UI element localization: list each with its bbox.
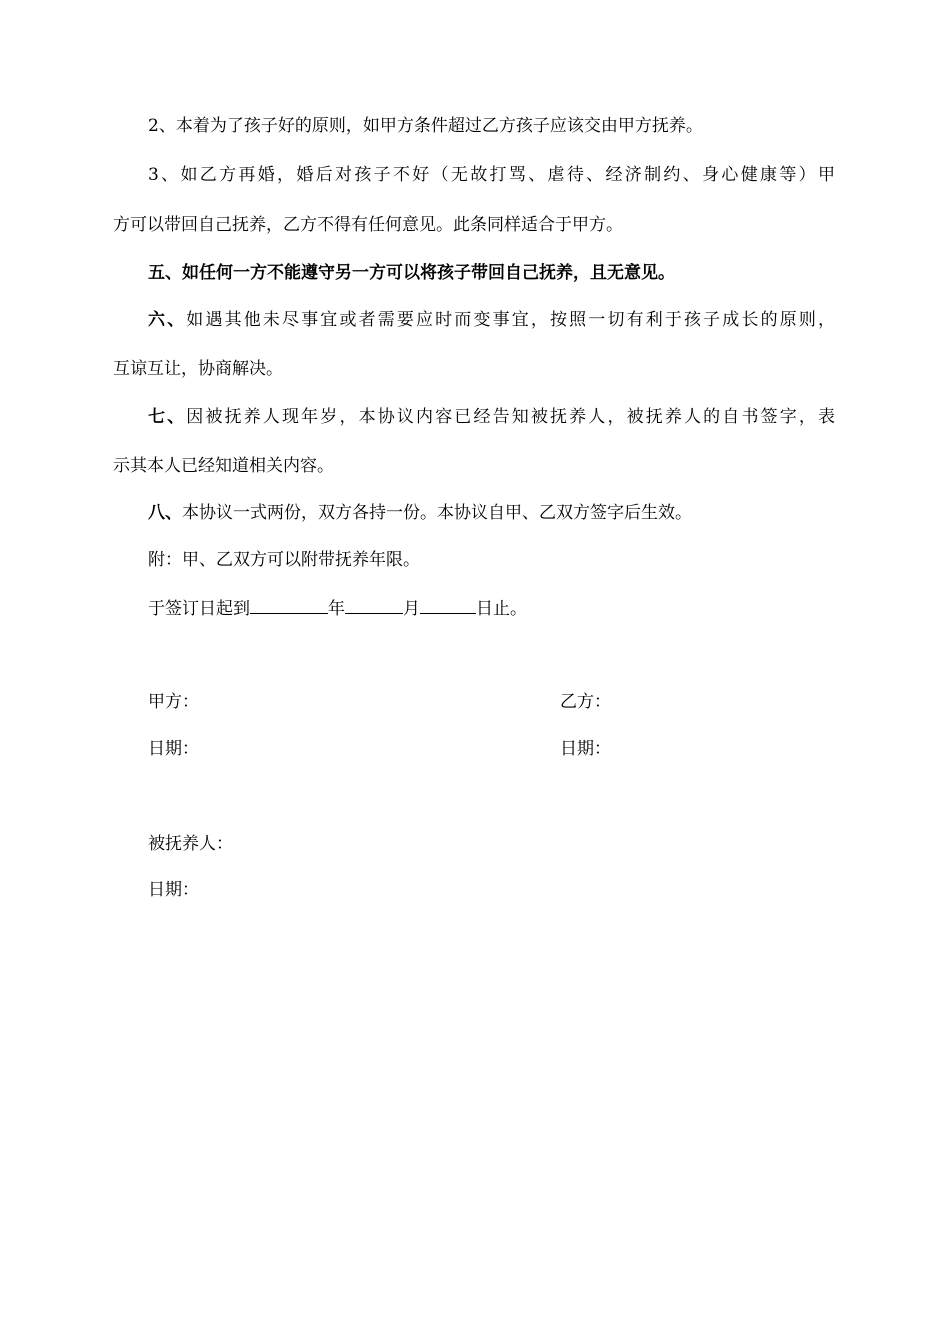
party-a-signature-label: 甲方： — [148, 692, 199, 712]
term-day-label: 日止。 — [476, 599, 527, 619]
appendix-note: 附：甲、乙双方可以附带抚养年限。 — [148, 550, 420, 570]
term-prefix: 于签订日起到 — [148, 599, 250, 619]
party-a-date-label: 日期： — [148, 739, 199, 759]
day-blank[interactable] — [420, 596, 476, 614]
dependent-signature-label: 被抚养人： — [148, 834, 233, 854]
party-b-signature-label: 乙方： — [560, 692, 611, 712]
clause-2: 2、本着为了孩子好的原则，如甲方条件超过乙方孩子应该交由甲方抚养。 — [148, 116, 703, 136]
term-line — [148, 596, 527, 620]
section-6-text: 如遇其他未尽事宜或者需要应时而变事宜，按照一切有利于孩子成长的原则， — [186, 310, 836, 330]
section-8 — [148, 502, 692, 524]
term-month-label: 月 — [403, 599, 420, 619]
section-6-line-2: 互谅互让，协商解决。 — [113, 359, 283, 379]
section-5: 五、如任何一方不能遵守另一方可以将孩子带回自己抚养，且无意见。 — [148, 263, 675, 283]
year-blank[interactable] — [250, 596, 328, 614]
clause-3-line-1: 3、如乙方再婚，婚后对孩子不好（无故打骂、虐待、经济制约、身心健康等）甲 — [148, 165, 835, 185]
section-8-heading: 八、 — [148, 503, 182, 523]
section-7-text: 因被抚养人现年岁，本协议内容已经告知被抚养人，被抚养人的自书签字，表 — [186, 407, 836, 427]
party-b-date-label: 日期： — [560, 739, 611, 759]
section-7-line-2: 示其本人已经知道相关内容。 — [113, 456, 334, 476]
clause-3-line-2: 方可以带回自己抚养，乙方不得有任何意见。此条同样适合于甲方。 — [113, 215, 623, 235]
term-year-label: 年 — [328, 599, 345, 619]
dependent-date-label: 日期： — [148, 880, 199, 900]
section-7-line-1 — [148, 406, 835, 428]
section-6-line-1 — [148, 309, 835, 331]
section-7-heading: 七、 — [148, 407, 187, 427]
month-blank[interactable] — [345, 596, 403, 614]
section-8-text: 本协议一式两份，双方各持一份。本协议自甲、乙双方签字后生效。 — [182, 503, 692, 523]
section-6-heading: 六、 — [148, 310, 187, 330]
